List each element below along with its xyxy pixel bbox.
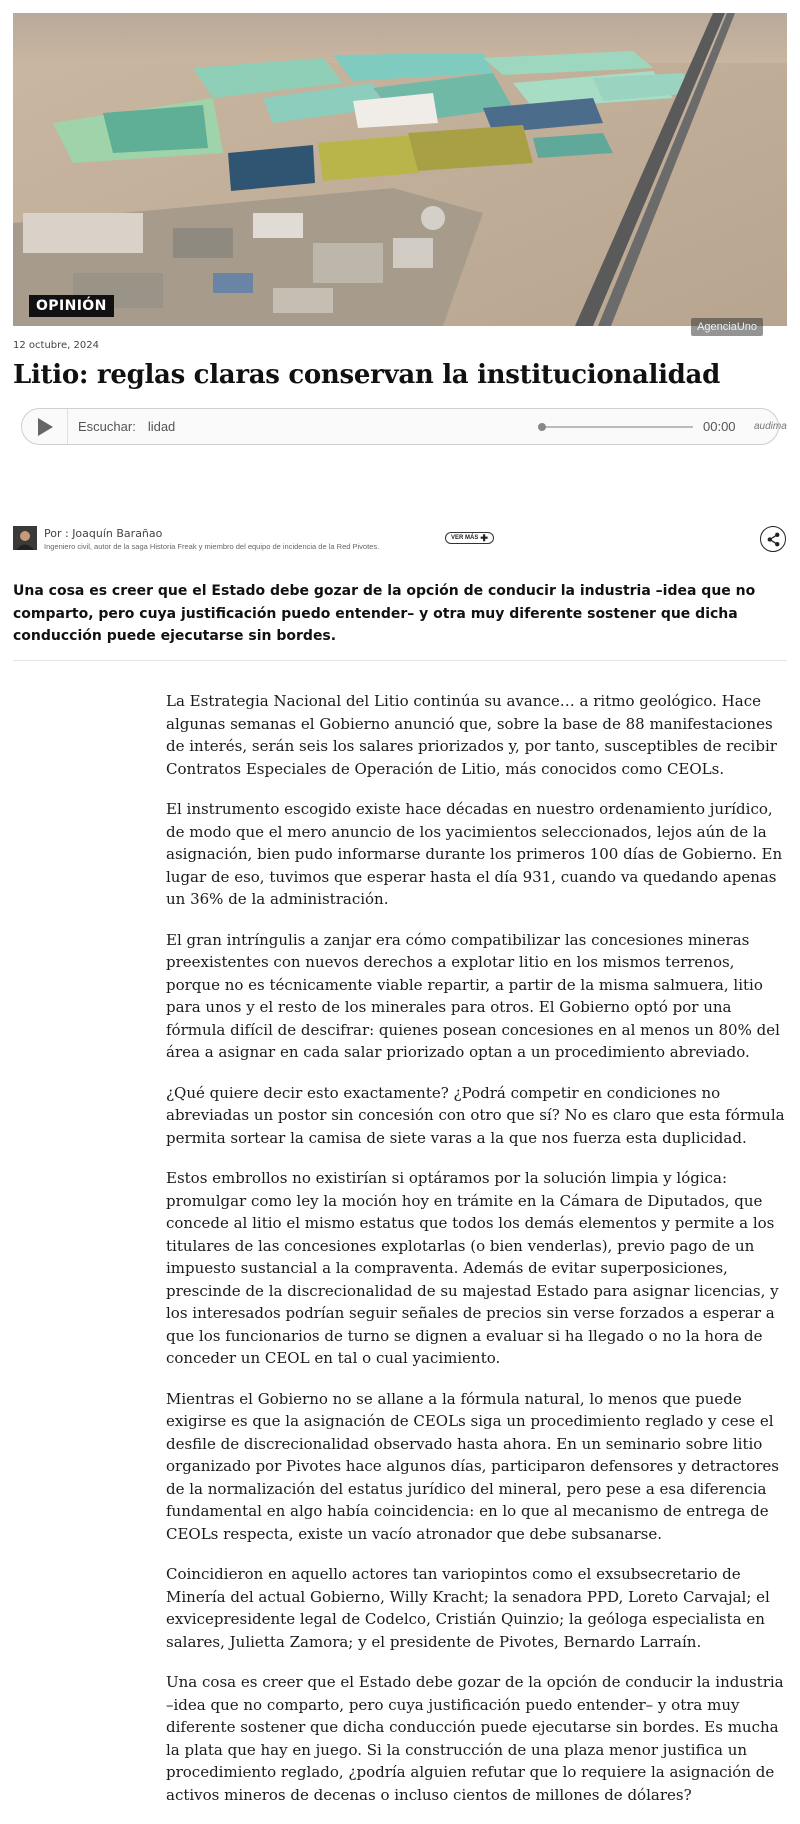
article-date: 12 octubre, 2024 [13, 340, 99, 351]
divider [13, 660, 787, 661]
player-brand[interactable]: audima [754, 421, 787, 432]
share-button[interactable] [760, 526, 786, 552]
article-lead: Una cosa es creer que el Estado debe gozar de la opción de conducir la industria –idea que no comparto, pero cuya justificación puedo entender– y otra muy diferente sostener que dicha conducción puede ejecutarse sin bordes. [13, 583, 756, 644]
paragraph: El instrumento escogido existe hace décadas en nuestro ordenamiento jurídico, de modo que el mero anuncio de los yacimientos seleccionados, lejos aún de la asignación, bien pudo informarse durante los primeros 100 días de Gobierno. En lugar de eso, tuvimos que esperar hasta el día 931, cuando va quedando apenas un 36% de la administración. [166, 800, 783, 908]
paragraph: Mientras el Gobierno no se allane a la fórmula natural, lo menos que puede exigirse es que la asignación de CEOLs siga un procedimiento reglado y cese el desfile de discrecionalidad observado hasta ahora. En un seminario sobre litio organizado por Pivotes hace algunos días, participaron defensores y detractores de la normalización del estatus jurídico del mineral, pero pese a esa diferencia fundamental en algo había coincidencia: en lo que al mecanismo de entrega de CEOLs respecta, existe un vacío atronador que debe subsanarse. [166, 1389, 779, 1543]
paragraph: La Estrategia Nacional del Litio continúa su avance… a ritmo geológico. Hace algunas semanas el Gobierno anunció que, sobre la base de 88 manifestaciones de interés, serán seis los salares priorizados y, por tanto, susceptibles de recibir Contratos Especiales de Operación de Litio, más conocidos como CEOLs. [166, 692, 777, 778]
paragraph: ¿Qué quiere decir esto exactamente? ¿Podrá competir en condiciones no abreviadas un postor sin concesión con otro que sí? No es claro que esta fórmula permita sortear la camisa de siete varas a la que nos fuerza esta duplicidad. [166, 1083, 785, 1147]
article-body [166, 690, 786, 1824]
category-tag[interactable]: OPINIÓN [29, 295, 114, 317]
audio-player [21, 408, 787, 445]
play-icon [36, 417, 54, 437]
photo-credit: AgenciaUno [691, 318, 763, 336]
author-byline[interactable]: Por : Joaquín Barañao [44, 527, 163, 540]
current-word: lidad [147, 419, 176, 434]
paragraph: El gran intríngulis a zanjar era cómo compatibilizar las concesiones mineras preexistentes con nuevos derechos a explotar litio en los mismos terrenos, porque no es técnicamente viable repartir, a partir de la misma salmuera, litio para unos y el resto de los minerales para otros. El Gobierno optó por una fórmula difícil de descifrar: quienes posean concesiones en al menos un 80% del área a asignar en cada salar priorizado optan a un procedimiento abreviado. [166, 930, 780, 1061]
see-more-label: VER MÁS [451, 535, 479, 541]
hero-image [13, 13, 787, 333]
paragraph: Una cosa es creer que el Estado debe gozar de la opción de conducir la industria –idea que no comparto, pero cuya justificación puedo entender– y otra muy diferente sostener que dicha conducción puede ejecutarse sin bordes. Es mucha la plata que hay en juego. Si la construcción de una plaza menor justifica un procedimiento reglado, ¿podría alguien refutar que lo requiere la asignación de activos mineros de decenas o incluso cientos de millones de dólares? [166, 1673, 784, 1804]
salar-aerial-photo [13, 13, 787, 326]
progress-handle[interactable] [538, 423, 546, 431]
play-button[interactable] [22, 409, 68, 444]
listen-label: Escuchar: [78, 419, 136, 434]
article-title: Litio: reglas claras conservan la institucionalidad [13, 360, 720, 390]
author-avatar[interactable] [13, 526, 37, 550]
see-more-button[interactable] [445, 532, 494, 544]
paragraph: Estos embrollos no existirían si optáramos por la solución limpia y lógica: promulgar como ley la moción hoy en trámite en la Cámara de Diputados, que concede al litio el mismo estatus que todos los demás elementos y permite a los titulares de las concesiones explotarlas (o bien venderlas), previo pago de un impuesto sustancial a la compraventa. Además de evitar superposiciones, prescinde de la discrecionalidad de su majestad Estado para asignar licencias, y los interesados podrían seguir señales de precios sin verse forzados a esperar a que los funcionarios de turno se dignen a evaluar si ha llegado o no la hora de conceder un CEOL en tal o cual yacimiento. [166, 1169, 779, 1367]
paragraph: Coincidieron en aquello actores tan variopintos como el exsubsecretario de Minería del actual Gobierno, Willy Kracht; la senadora PPD, Loreto Carvajal; el exvicepresidente legal de Codelco, Cristián Quinzio; la geóloga especialista en salares, Julietta Zamora; y el presidente de Pivotes, Bernardo Larraín. [166, 1565, 770, 1651]
author-photo [13, 526, 37, 550]
time-display: 00:00 [703, 419, 736, 434]
plus-icon: ✚ [480, 533, 488, 543]
share-icon [766, 532, 781, 547]
author-bio: Ingeniero civil, autor de la saga Historia Freak y miembro del equipo de incidencia de la Red Pivotes. [44, 542, 380, 551]
progress-track[interactable] [541, 426, 693, 428]
